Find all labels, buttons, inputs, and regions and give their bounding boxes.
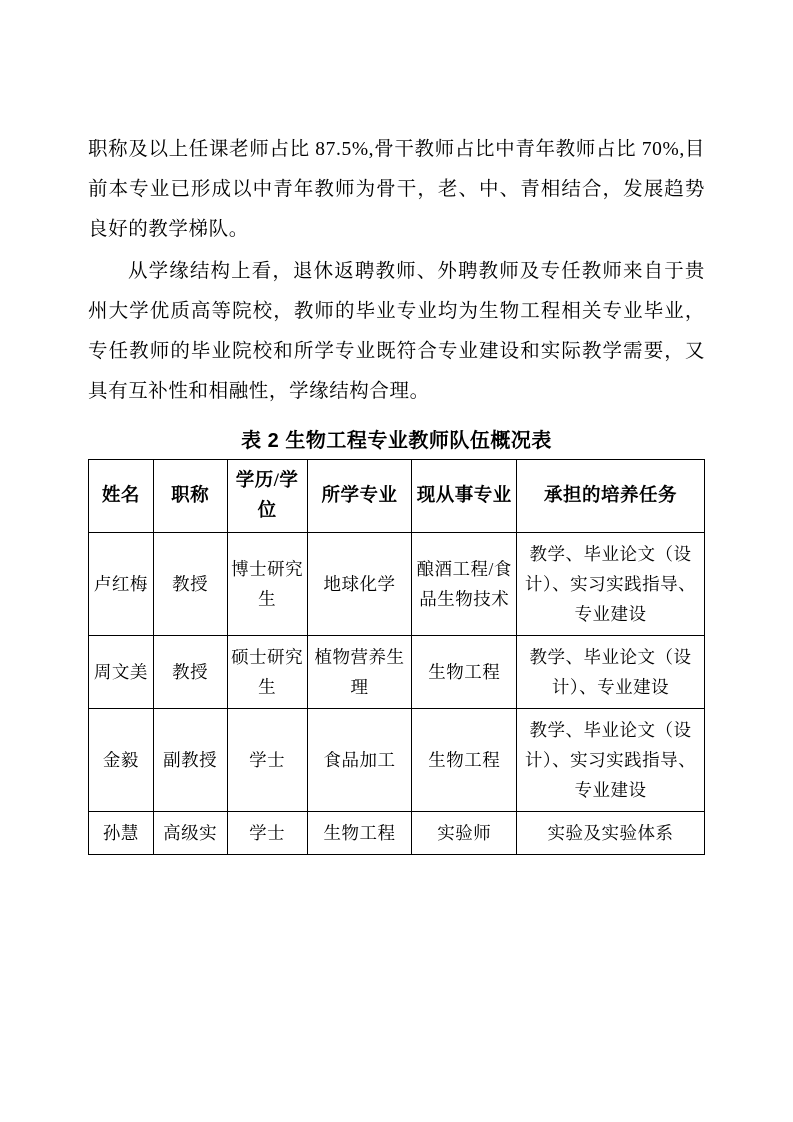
cell-duties: 教学、毕业论文（设计）、实习实践指导、专业建设 [517, 533, 705, 636]
cell-current-field: 酿酒工程/食品生物技术 [412, 533, 517, 636]
cell-duties: 教学、毕业论文（设计）、专业建设 [517, 636, 705, 709]
cell-title: 高级实 [153, 812, 227, 855]
paragraph-1: 职称及以上任课老师占比 87.5%,骨干教师占比中青年教师占比 70%,目前本专业已形成以中青年教师为骨干，老、中、青相结合，发展趋势良好的教学梯队。 [88, 139, 705, 240]
column-header-name: 姓名 [89, 460, 154, 533]
cell-current-field: 生物工程 [412, 636, 517, 709]
cell-major: 植物营养生理 [307, 636, 412, 709]
cell-name: 周文美 [89, 636, 154, 709]
teacher-overview-table [88, 459, 705, 855]
cell-major: 食品加工 [307, 709, 412, 812]
cell-major: 地球化学 [307, 533, 412, 636]
cell-current-field: 实验师 [412, 812, 517, 855]
table-row [89, 533, 705, 636]
cell-major: 生物工程 [307, 812, 412, 855]
table-row [89, 812, 705, 855]
column-header-major: 所学专业 [307, 460, 412, 533]
cell-title: 教授 [153, 636, 227, 709]
cell-degree: 硕士研究生 [227, 636, 307, 709]
cell-duties: 实验及实验体系 [517, 812, 705, 855]
cell-title: 副教授 [153, 709, 227, 812]
cell-title: 教授 [153, 533, 227, 636]
cell-duties: 教学、毕业论文（设计）、实习实践指导、专业建设 [517, 709, 705, 812]
cell-name: 孙慧 [89, 812, 154, 855]
paragraph-2: 从学缘结构上看，退休返聘教师、外聘教师及专任教师来自于贵州大学优质高等院校，教师的毕业专业均为生物工程相关专业毕业，专任教师的毕业院校和所学专业既符合专业建设和实际教学需要，又具有互补性和相融性，学缘结构合理。 [88, 261, 705, 402]
cell-name: 卢红梅 [89, 533, 154, 636]
cell-name: 金毅 [89, 709, 154, 812]
table-header-row [89, 460, 705, 533]
cell-current-field: 生物工程 [412, 709, 517, 812]
table-title: 表 2 生物工程专业教师队伍概况表 [241, 430, 552, 452]
table-row [89, 636, 705, 709]
column-header-current-field: 现从事专业 [412, 460, 517, 533]
table-row [89, 709, 705, 812]
column-header-title: 职称 [153, 460, 227, 533]
column-header-degree: 学历/学位 [227, 460, 307, 533]
cell-degree: 学士 [227, 709, 307, 812]
column-header-duties: 承担的培养任务 [517, 460, 705, 533]
cell-degree: 博士研究生 [227, 533, 307, 636]
cell-degree: 学士 [227, 812, 307, 855]
